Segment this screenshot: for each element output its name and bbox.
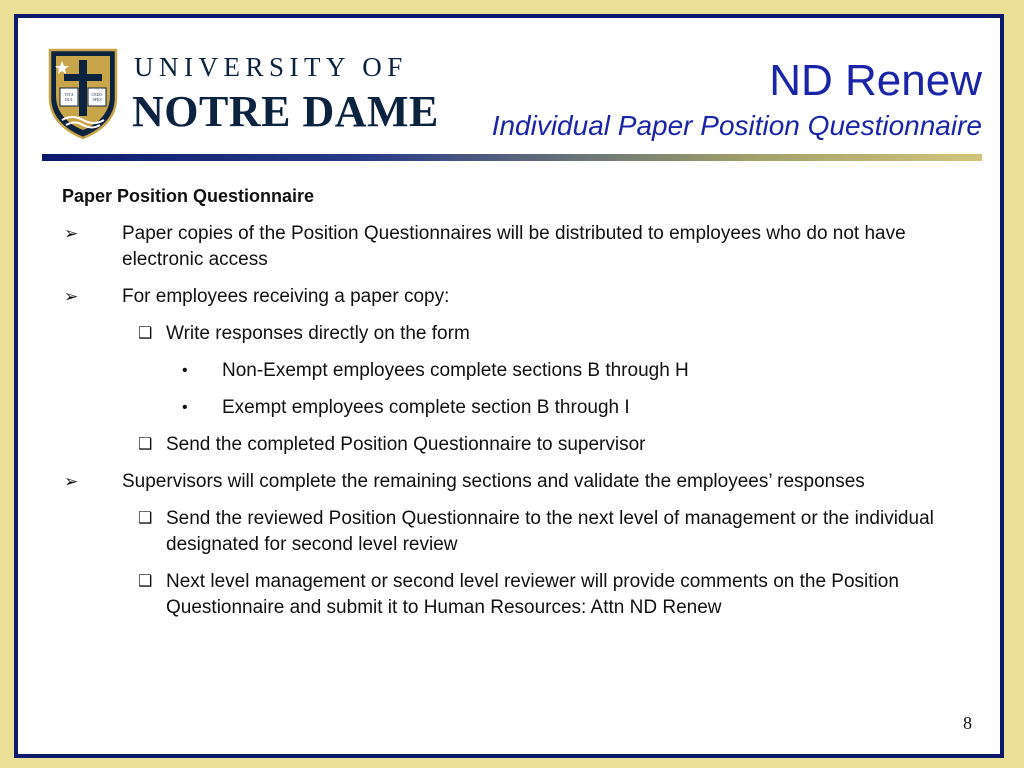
list-item: [62, 321, 962, 347]
list-item-text: Non-Exempt employees complete sections B through H: [222, 360, 689, 381]
list-item-text: For employees receiving a paper copy:: [122, 286, 450, 307]
checkbox-bullet-icon: ❑: [138, 325, 153, 342]
header-divider: [42, 154, 982, 161]
notre-dame-logo: [48, 48, 439, 148]
list-item-text: Next level management or second level reviewer will provide comments on the Position Questionnaire and submit it to Human Resources: Attn ND Renew: [166, 571, 899, 618]
seal-text-left: VITA DUL: [64, 92, 74, 102]
list-item-text: Supervisors will complete the remaining sections and validate the employees’ responses: [122, 471, 865, 492]
dot-bullet-icon: •: [182, 399, 188, 416]
list-item: [62, 284, 962, 310]
slide: [14, 14, 1004, 758]
list-item-text: Paper copies of the Position Questionnaires will be distributed to employees who do not have electronic access: [122, 223, 906, 270]
list-item-text: Exempt employees complete section B through I: [222, 397, 630, 418]
page-number: 8: [963, 713, 972, 733]
checkbox-bullet-icon: ❑: [138, 436, 153, 453]
content-heading: Paper Position Questionnaire: [62, 186, 315, 206]
slide-title: ND Renew: [769, 56, 982, 105]
list-item: [62, 506, 962, 558]
list-item-text: Send the completed Position Questionnaire to supervisor: [166, 434, 646, 455]
logo-university-of: UNIVERSITY OF: [134, 52, 408, 82]
list-item-text: Send the reviewed Position Questionnaire to the next level of management or the individual designated for second level review: [166, 508, 934, 555]
checkbox-bullet-icon: ❑: [138, 510, 153, 527]
seal-text-right: CEDO SPES: [91, 92, 103, 102]
arrow-bullet-icon: ➢: [64, 287, 79, 306]
list-item: [62, 569, 962, 621]
list-item: [62, 469, 962, 495]
slide-content: [62, 186, 962, 632]
list-item-text: Write responses directly on the form: [166, 323, 470, 344]
arrow-bullet-icon: ➢: [64, 224, 79, 243]
list-item: [62, 395, 962, 421]
list-item: [62, 432, 962, 458]
dot-bullet-icon: •: [182, 362, 188, 379]
logo-notre-dame: NOTRE DAME: [132, 87, 439, 136]
slide-subtitle: Individual Paper Position Questionnaire: [491, 110, 982, 141]
checkbox-bullet-icon: ❑: [138, 573, 153, 590]
arrow-bullet-icon: ➢: [64, 472, 79, 491]
list-item: [62, 221, 962, 273]
shield-icon: [48, 48, 118, 140]
list-item: [62, 358, 962, 384]
